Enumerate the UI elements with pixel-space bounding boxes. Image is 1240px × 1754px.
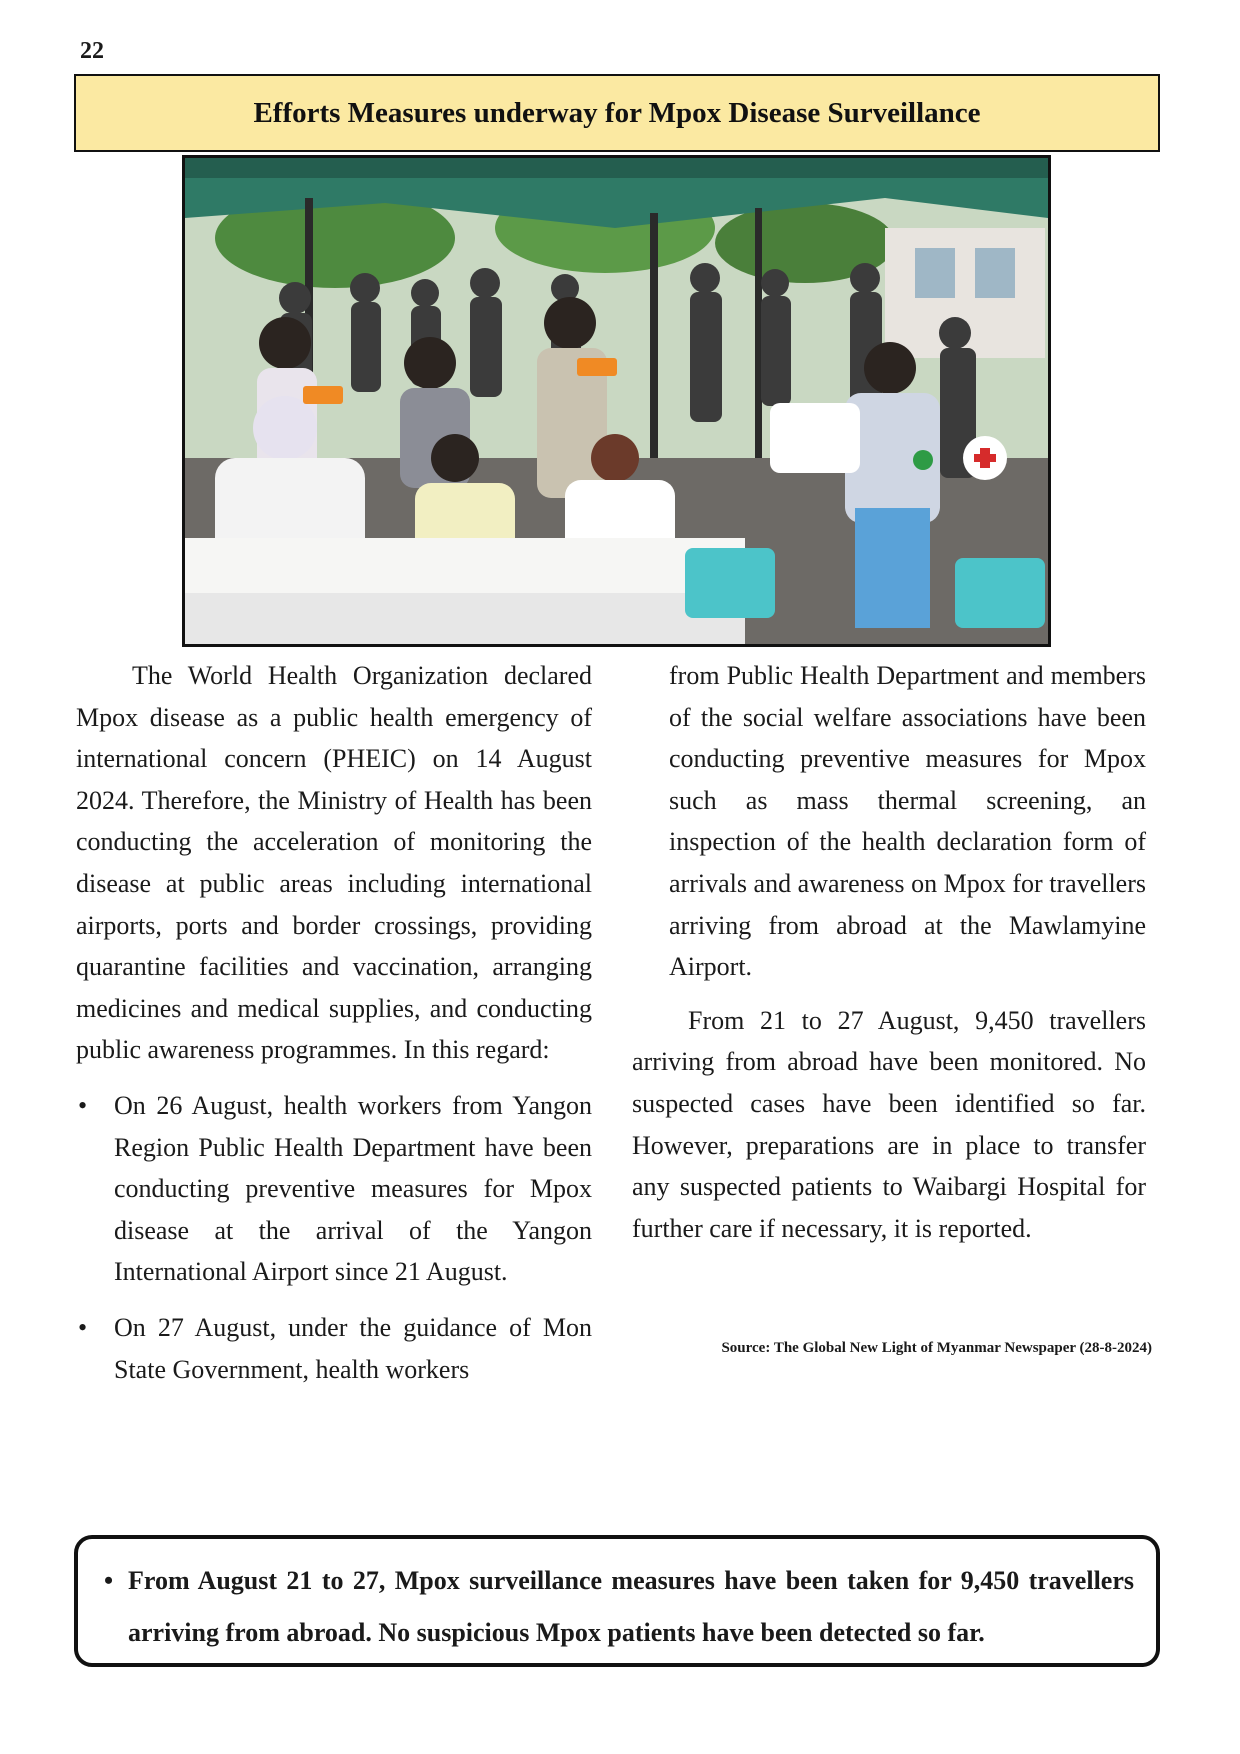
news-photo [182,155,1051,647]
monitoring-paragraph: From 21 to 27 August, 9,450 travellers arriving from abroad have been monitored. No suspected cases have been identified so far. However, preparations are in place to transfer any suspected patients to Waibargi Hospital for further care if necessary, it is reported. [632,1005,1146,1243]
list-item [76,1307,592,1390]
summary-box [74,1535,1160,1667]
summary-text: From August 21 to 27, Mpox surveillance measures have been taken for 9,450 travellers arriving from abroad. No suspicious Mpox patients have been detected so far. [128,1566,1134,1647]
intro-paragraph: The World Health Organization declared Mpox disease as a public health emergency of international concern (PHEIC) on 14 August 2024. Therefore, the Ministry of Health has been conducting the acceleration of monitoring the disease at public areas including international airports, ports and border crossings, providing quarantine facilities and vaccination, arranging medicines and medical supplies, and conducting public awareness programmes. In this regard: [76,661,592,1065]
source-citation: Source: The Global New Light of Myanmar Newspaper (28-8-2024) [721,1340,1152,1356]
title-banner [74,74,1160,152]
list-item-text: On 27 August, under the guidance of Mon State Government, health workers [114,1312,592,1384]
bullet-icon: • [104,1566,114,1595]
summary-item [104,1555,1134,1659]
page-title: Efforts Measures underway for Mpox Disease Surveillance [253,96,981,129]
left-column [76,655,592,1404]
photo-icon [185,158,1048,644]
bullet-icon: • [78,1090,88,1120]
page-number: 22 [80,38,104,64]
list-item-text: On 26 August, health workers from Yangon Region Public Health Department have been conducting preventive measures for Mpox disease at the arrival of the Yangon International Airport since 21 August. [114,1090,592,1287]
right-column [632,655,1146,1249]
continued-list-item-text: from Public Health Department and members of the social welfare associations have been conducting preventive measures for Mpox such as mass thermal screening, an inspection of the health declaration form of arrivals and awareness on Mpox for travellers arriving from abroad at the Mawlamyine Airport. [669,661,1146,982]
list-item [76,1085,592,1293]
bullet-icon: • [78,1312,88,1342]
measures-list [76,1085,592,1390]
